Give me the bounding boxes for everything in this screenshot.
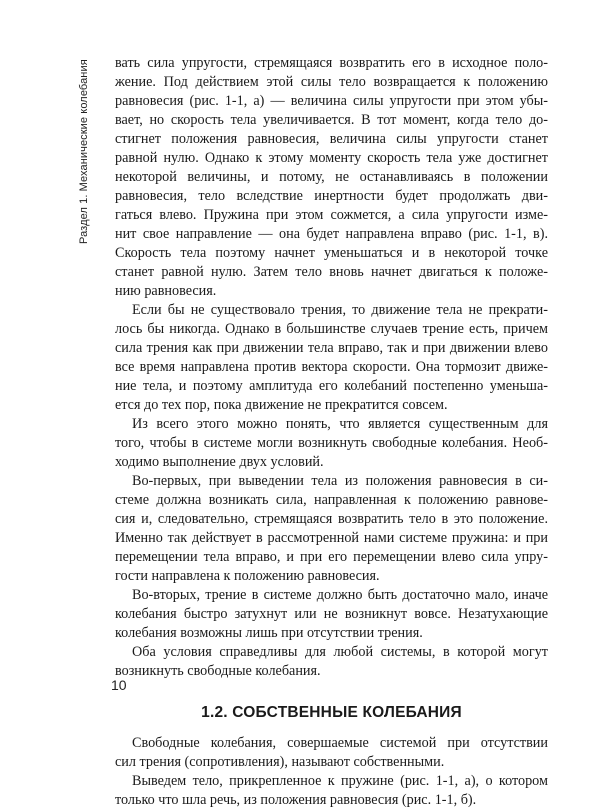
text-line: все время направлена против вектора скорости. Она тормозит движе- — [115, 359, 548, 375]
text-line: жение. Под действием этой силы тело возвращается к положению — [115, 74, 548, 90]
text-line: Из всего этого можно понять, что является существенным для — [132, 416, 548, 432]
text-line: равновесия (рис. 1-1, а) — величина силы упругости при этом убы- — [115, 93, 548, 109]
text-line: станет равной нулю. Затем тело вновь начнет двигаться к положе- — [115, 264, 548, 280]
text-line: гости направлена к положению равновесия. — [115, 568, 380, 584]
text-line: Во-первых, при выведении тела из положения равновесия в си- — [132, 473, 548, 489]
text-line: возникнуть свободные колебания. — [115, 663, 321, 679]
text-line: нию равновесия. — [115, 283, 217, 299]
paragraphs-after-heading — [115, 734, 548, 810]
text-line: Скорость тела поэтому начнет уменьшаться и в некоторой точке — [115, 245, 548, 261]
text-line: Если бы не существовало трения, то движение тела не прекрати- — [132, 302, 548, 318]
text-line: сил трения (сопротивления), называют собственными. — [115, 754, 445, 770]
body-text — [115, 54, 548, 810]
text-line: равной нулю. Однако к этому моменту скорость тела уже достигнет — [115, 150, 548, 166]
text-line: колебания возможны лишь при отсутствии трения. — [115, 625, 423, 641]
text-line: сила трения как при движении тела вправо, так и при движении влево — [115, 340, 548, 356]
text-line: сия и, следовательно, стремящаяся возвратить тело в это положение. — [115, 511, 548, 527]
text-line: перемещении тела вправо, и при его перемещении влево сила упру- — [115, 549, 548, 565]
section-heading: 1.2. СОБСТВЕННЫЕ КОЛЕБАНИЯ — [201, 704, 462, 721]
text-line: колебания быстро затухнут или не возникнут вовсе. Незатухающие — [115, 606, 548, 622]
text-line: нит свое направление — она будет направлена вправо (рис. 1-1, в). — [115, 226, 548, 242]
text-line: лось бы никогда. Однако в большинстве случаев трение есть, причем — [115, 321, 548, 337]
text-line: только что шла речь, из положения равновесия (рис. 1-1, б). — [115, 792, 477, 808]
text-line: некоторой величины, и потому, не останавливаясь в положении — [115, 169, 548, 185]
text-line: того, чтобы в системе могли возникнуть свободные колебания. Необ- — [115, 435, 548, 451]
page-number: 10 — [111, 677, 127, 693]
text-line: вать сила упругости, стремящаяся возвратить его в исходное поло- — [115, 55, 548, 71]
text-line: ется до тех пор, пока движение не прекратится совсем. — [115, 397, 448, 413]
text-line: Свободные колебания, совершаемые системой при отсутствии — [132, 735, 548, 751]
text-line: вает, но скорость тела увеличивается. В тот момент, когда тело до- — [115, 112, 548, 128]
paragraphs-before-heading — [115, 54, 548, 681]
text-line: равновесия, тело вследствие инертности будет продолжать дви- — [115, 188, 548, 204]
text-line: ходимо выполнение двух условий. — [115, 454, 324, 470]
text-line: Выведем тело, прикрепленное к пружине (рис. 1-1, а), о котором — [132, 773, 548, 789]
text-line: стеме должна возникать сила, направленная к положению равнове- — [115, 492, 548, 508]
text-line: Оба условия справедливы для любой системы, в которой могут — [132, 644, 548, 660]
text-line: Во-вторых, трение в системе должно быть достаточно мало, иначе — [132, 587, 548, 603]
text-line: стигнет положения равновесия, величина силы упругости станет — [115, 131, 548, 147]
text-line: Именно так действует в рассмотренной нами системе пружина: и при — [115, 530, 548, 546]
text-line: ние тела, и поэтому амплитуда его колебаний постепенно уменьша- — [115, 378, 548, 394]
text-line: гаться влево. Пружина при этом сожмется, а сила упругости изме- — [115, 207, 548, 223]
running-head-text: Раздел 1. Механические колебания — [78, 59, 90, 244]
